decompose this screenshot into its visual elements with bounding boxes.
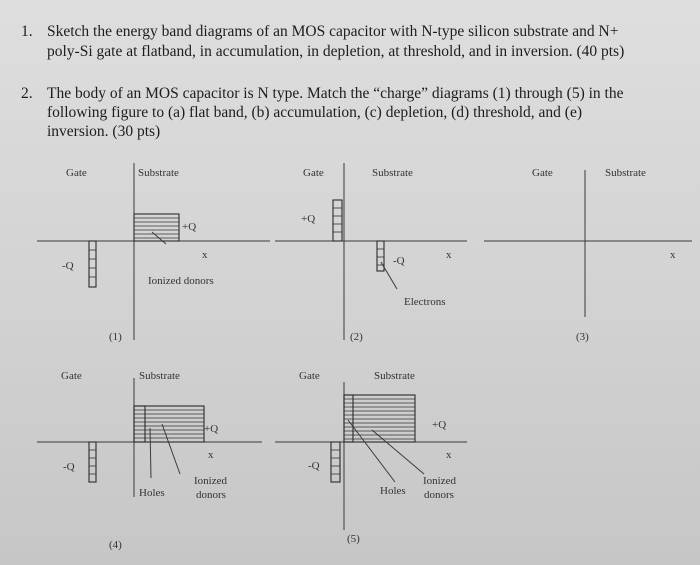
- substrate-label: Substrate: [138, 167, 179, 179]
- negative-charge-sheet: [89, 241, 96, 287]
- substrate-label: Substrate: [605, 167, 646, 179]
- donors-pointer: [372, 430, 424, 474]
- charge-diagram-4: [37, 370, 262, 551]
- charge-diagram-1: [37, 163, 270, 343]
- donors-label: donors: [424, 489, 454, 501]
- gate-label: Gate: [61, 370, 82, 382]
- donors-pointer: [162, 424, 180, 474]
- plus-q-label: +Q: [182, 221, 197, 233]
- positive-charge-block: [134, 214, 179, 241]
- positive-charge-block: [344, 395, 415, 442]
- diagram-number: (4): [109, 539, 122, 551]
- minus-q-label: -Q: [62, 260, 74, 272]
- holes-label: Holes: [380, 485, 406, 497]
- question-text-line: Sketch the energy band diagrams of an MOS capacitor with N-type silicon substrate and N+: [47, 23, 619, 40]
- x-label: x: [670, 249, 676, 261]
- gate-label: Gate: [299, 370, 320, 382]
- negative-charge-sheet: [331, 442, 340, 482]
- gate-label: Gate: [66, 167, 87, 179]
- x-label: x: [446, 249, 452, 261]
- charge-diagram-3: [484, 167, 692, 343]
- plus-q-label: +Q: [432, 419, 447, 431]
- ionized-label: Ionized: [194, 475, 227, 487]
- holes-label: Holes: [139, 487, 165, 499]
- x-label: x: [446, 449, 452, 461]
- diagram-number: (2): [350, 331, 363, 343]
- donors-label: donors: [196, 489, 226, 501]
- substrate-label: Substrate: [374, 370, 415, 382]
- minus-q-label: -Q: [393, 255, 405, 267]
- positive-charge-block: [134, 406, 204, 442]
- substrate-label: Substrate: [372, 167, 413, 179]
- plus-q-label: +Q: [204, 423, 219, 435]
- charge-diagram-2: [275, 163, 467, 343]
- plus-q-label: +Q: [301, 213, 316, 225]
- x-label: x: [202, 249, 208, 261]
- substrate-label: Substrate: [139, 370, 180, 382]
- minus-q-label: -Q: [308, 460, 320, 472]
- x-label: x: [208, 449, 214, 461]
- question-number: 2.: [21, 85, 33, 102]
- minus-q-label: -Q: [63, 461, 75, 473]
- diagram-number: (3): [576, 331, 589, 343]
- ionized-donors-label: Ionized donors: [148, 275, 214, 287]
- gate-label: Gate: [532, 167, 553, 179]
- charge-diagram-5: [275, 370, 467, 545]
- electrons-label: Electrons: [404, 296, 446, 308]
- negative-charge-sheet: [377, 241, 384, 271]
- question-number: 1.: [21, 23, 33, 40]
- question-text-line: The body of an MOS capacitor is N type. Match the “charge” diagrams (1) through (5) in the: [47, 85, 624, 102]
- diagram-number: (1): [109, 331, 122, 343]
- negative-charge-sheet: [89, 442, 96, 482]
- question-text-line: following figure to (a) flat band, (b) accumulation, (c) depletion, (d) threshold, and (e): [47, 104, 582, 121]
- positive-charge-sheet: [333, 200, 342, 241]
- holes-pointer: [348, 420, 395, 482]
- question-text-line: poly-Si gate at flatband, in accumulation, in depletion, at threshold, and in inversion. (40 pts): [47, 43, 625, 60]
- holes-pointer: [150, 428, 151, 478]
- diagram-number: (5): [347, 533, 360, 545]
- question-text-line: inversion. (30 pts): [47, 123, 161, 140]
- gate-label: Gate: [303, 167, 324, 179]
- ionized-label: Ionized: [423, 475, 456, 487]
